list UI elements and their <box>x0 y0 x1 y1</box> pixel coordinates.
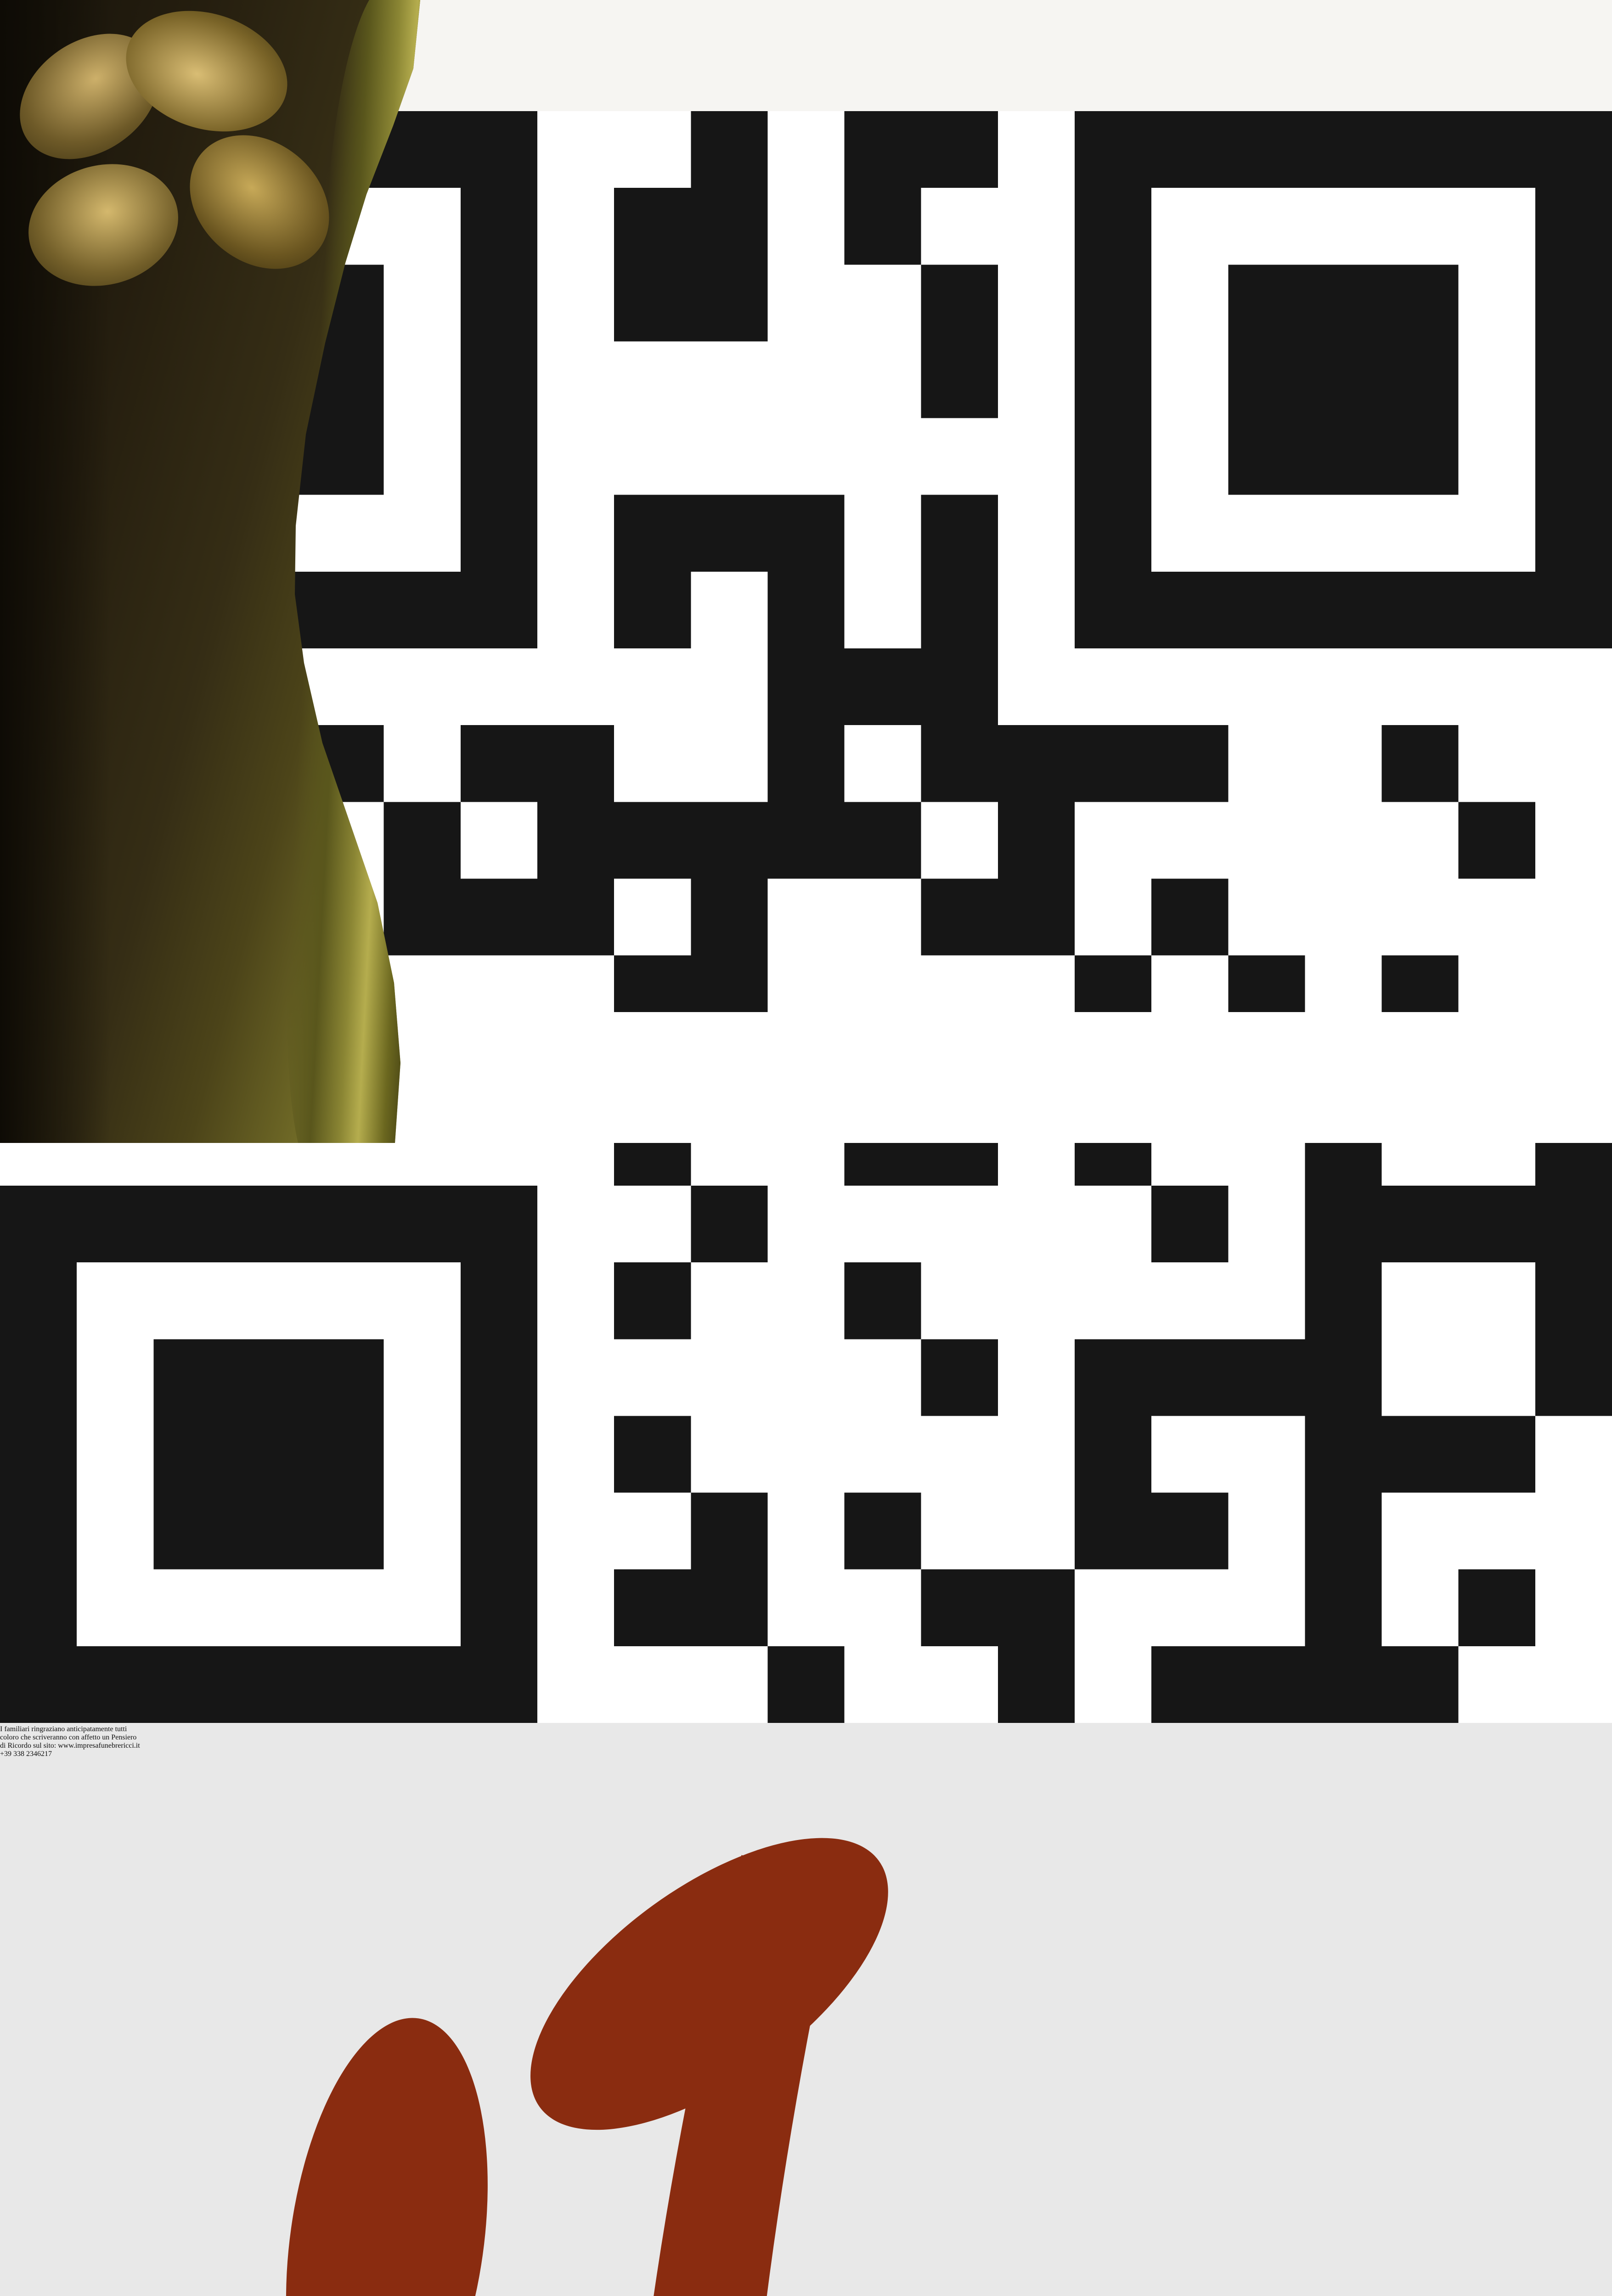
rose-petal <box>110 0 303 152</box>
ricci-logo <box>0 1758 1612 2296</box>
thanks-line-2: coloro che scriveranno con affetto un Pensiero <box>0 1733 137 1741</box>
laurel-left-icon <box>0 1758 1612 2296</box>
thanks-line-1: I familiari ringraziano anticipatamente tutti <box>0 1725 127 1733</box>
thanks-line-3: di Ricordo sul sito: www.impresafunebrericci.it <box>0 1741 140 1750</box>
golden-rose-image <box>9 14 331 363</box>
website-text: www.impresafunebrericci.it <box>58 1741 140 1750</box>
thanks-text <box>0 1725 1612 1750</box>
phone-number: +39 338 2346217 <box>0 1750 52 1758</box>
